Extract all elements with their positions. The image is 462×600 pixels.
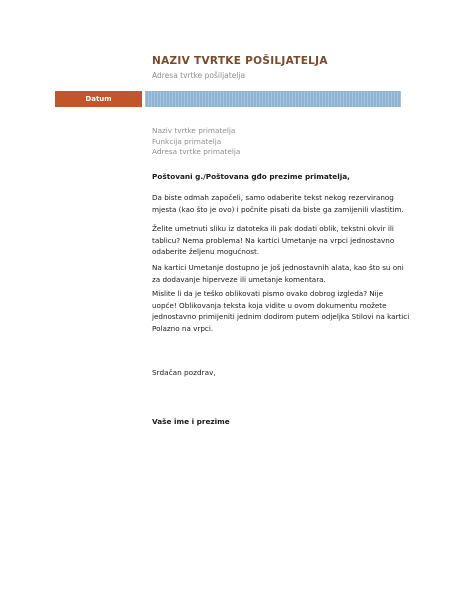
signature-name[interactable]: Vaše ime i prezime — [152, 417, 230, 426]
body-line: Da biste odmah započeli, samo odaberite tekst nekog rezerviranog — [152, 193, 394, 202]
recipient-address[interactable]: Adresa tvrtke primatelja — [152, 147, 241, 156]
body-line: mjesta (kao što je ovo) i počnite pisati da biste ga zamijenili vlastitim. — [152, 204, 404, 214]
body-line: Polazno na vrpci. — [152, 323, 214, 333]
closing[interactable]: Srdačan pozdrav, — [152, 368, 216, 377]
decorative-stripe-bar — [145, 91, 401, 107]
body-paragraph-2[interactable] — [152, 223, 404, 258]
body-paragraph-4[interactable] — [152, 288, 410, 334]
recipient-block — [152, 126, 240, 158]
body-line: Želite umetnuti sliku iz datoteka ili pak dodati oblik, tekstni okvir ili — [152, 224, 394, 233]
sender-company-name[interactable]: NAZIV TVRTKE POŠILJATELJA — [152, 55, 328, 67]
body-paragraph-1[interactable] — [152, 192, 404, 215]
sender-company-address[interactable]: Adresa tvrtke pošiljatelja — [152, 71, 246, 80]
date-field[interactable]: Datum — [55, 91, 142, 107]
recipient-company[interactable]: Naziv tvrtke primatelja — [152, 126, 236, 135]
date-band — [55, 91, 401, 107]
body-line: tablicu? Nema problema! Na kartici Umetanje na vrpci jednostavno — [152, 235, 395, 245]
body-line: za dodavanje hiperveze ili umetanje komentara. — [152, 274, 326, 284]
body-line: Na kartici Umetanje dostupno je još jednostavnih alata, kao što su oni — [152, 263, 404, 272]
salutation[interactable]: Poštovani g./Poštovana gđo prezime primatelja, — [152, 172, 350, 181]
body-line: odaberite željenu mogućnost. — [152, 247, 260, 256]
recipient-function[interactable]: Funkcija primatelja — [152, 136, 222, 146]
body-line: uopće! Oblikovanja teksta koja vidite u ovom dokumentu možete — [152, 300, 387, 310]
body-line: jednostavno primijeniti jednim dodirom putem odjeljka Stilovi na kartici — [152, 312, 410, 321]
body-paragraph-3[interactable] — [152, 262, 404, 285]
body-line: Mislite li da je teško oblikovati pismo ovako dobrog izgleda? Nije — [152, 289, 384, 298]
